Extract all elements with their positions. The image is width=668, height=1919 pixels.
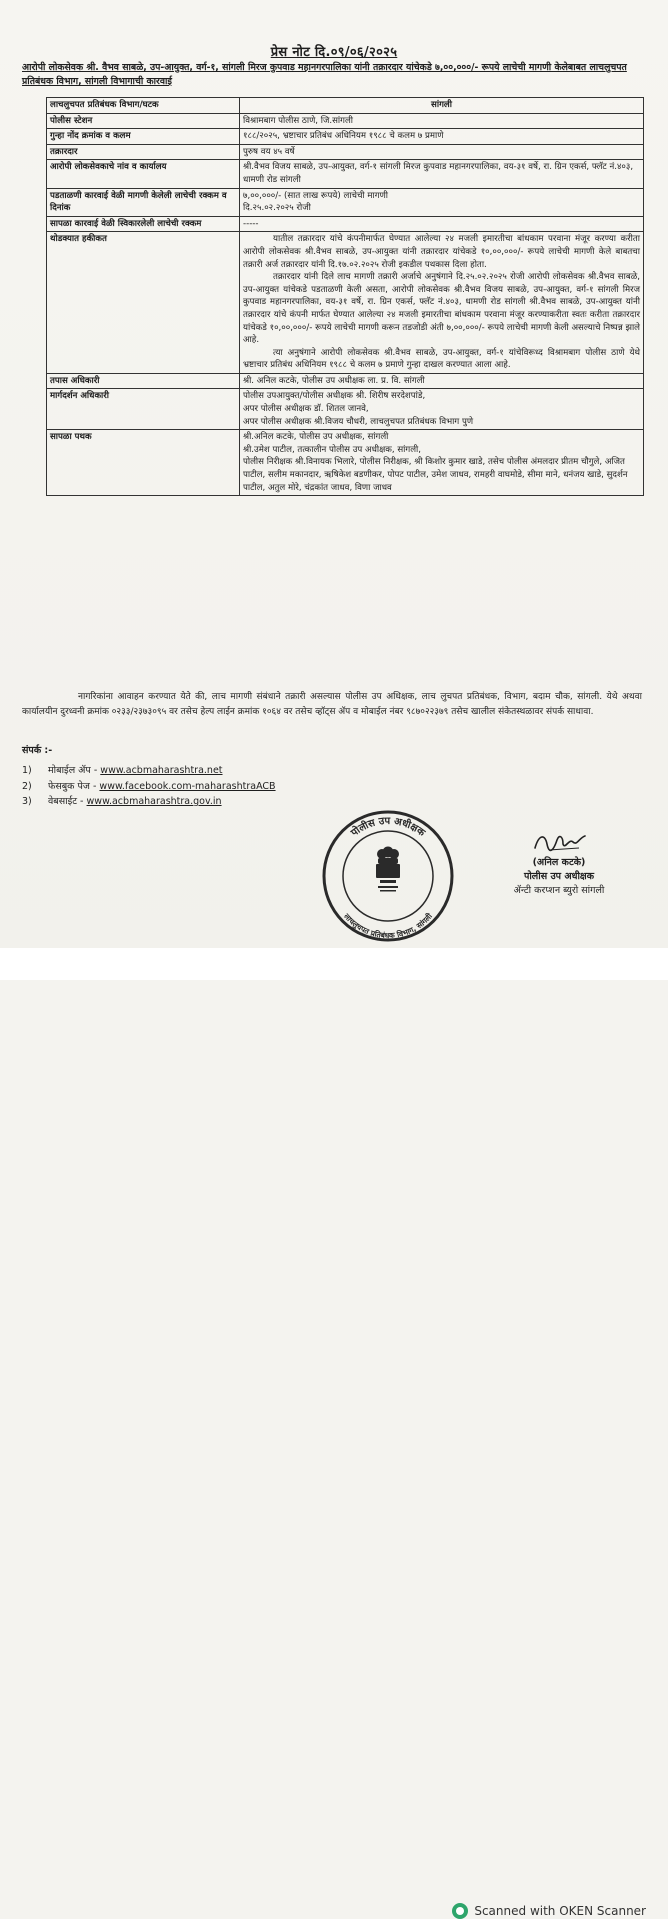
summary-paragraph: यातील तक्रारदार यांचे कंपनीमार्फत घेण्यात आलेल्या २४ मजली इमारतीचा बांधकाम परवाना मंजूर करण्या करीता आरोपी लोकसेवक श्री.वैभव साबळे, उप-आयुक्त यांनी तक्रारदार यांचेकडे १०,००,०००/- रूपये लाचेची मागणी केले बाबतचा तक्रारी अर्ज तक्रारदार यांनी दि.१७.०२.२०२५ रोजी इकडील पथकास दिला होता.: [243, 234, 640, 270]
row-label: गुन्हा नोंद क्रमांक व कलम: [47, 129, 240, 145]
guidance-officer: अपर पोलीस अधीक्षक श्री.विजय चौधरी, लाचलुचपत प्रतिबंधक विभाग पुणे: [243, 416, 474, 427]
public-appeal: नागरिकांना आवाहन करण्यात येते की, लाच मागणी संबंधाने तक्रारी असल्यास पोलीस उप अधिक्षक, लाच लुचपत प्रतिबंधक, विभाग, बदाम चौक, सांगली. येथे अथवा कार्यालयीन दुरध्वनी क्रमांक ०२३३/२३७३०९५ वर तसेच हेल्प लाईन क्रमांक १०६४ वर तसेच व्हॉट्स ॲप व मोबाईल नंबर ९८७०२२३७९ तसेच खालील संकेतस्थळावर संपर्क साधावा.: [22, 692, 642, 717]
scanner-logo-icon: [452, 1903, 468, 1919]
guidance-officer: अपर पोलीस अधीक्षक डॉ. शितल जानवे,: [243, 404, 369, 415]
signatory-designation: पोलीस उप अधीक्षक: [523, 871, 595, 882]
signature-icon: [529, 828, 589, 856]
item-label: मोबाईल ॲप -: [48, 765, 98, 776]
row-value: सांगली: [240, 98, 644, 114]
row-label: आरोपी लोकसेवकाचे नांव व कार्यालय: [47, 160, 240, 188]
table-row: [47, 188, 644, 216]
item-number: 2): [22, 780, 32, 792]
team-member: श्री.उमेश पाटील, तत्कालीन पोलीस उप अधीक्षक, सांगली,: [243, 444, 422, 455]
list-item: [22, 763, 276, 779]
list-item: [22, 794, 276, 810]
item-number: 1): [22, 765, 32, 776]
subject-line: आरोपी लोकसेवक श्री. वैभव साबळे, उप-आयुक्त, वर्ग-१, सांगली मिरज कुपवाड महानगरपालिका यांनी तक्रारदार यांचेकडे ७,००,०००/- रूपये लाचेची मागणी केलेबाबत लाचलुचपत प्रतिबंधक विभाग, सांगली विभागाची कारवाई: [22, 62, 627, 87]
scanner-text: Scanned with OKEN Scanner: [474, 1904, 646, 1918]
row-value: [240, 389, 644, 430]
table-row: [47, 373, 644, 389]
item-number: 3): [22, 796, 32, 807]
row-label: थोडक्यात हकीकत: [47, 232, 240, 374]
row-value: श्री. अनिल कटके, पोलीस उप अधीक्षक ला. प्र. वि. सांगली: [240, 373, 644, 389]
team-member: श्री.अनिल कटके, पोलीस उप अधीक्षक, सांगली: [243, 432, 389, 443]
row-value: पुरुष वय ४५ वर्षे: [240, 144, 644, 160]
team-member: पोलीस निरीक्षक श्री.विनायक भिलारे, पोलीस निरीक्षक, श्री किशोर कुमार खाडे, तसेच पोलीस अंमलदार प्रीतम चौगुले, अजित पाटील, सलीम मकानदार, ऋषिकेश बडणीकर, पोपट पाटील, उमेश जाधव, रामहरी वाघमोडे, सीमा माने, धनंजय खाडे, सुदर्शन पाटील, अतुल मोरे, चंद्रकांत जाधव, विणा जाधव: [243, 457, 628, 493]
table-row: [47, 160, 644, 188]
list-item: [22, 779, 276, 795]
contact-list: [22, 763, 276, 810]
summary-paragraph: तक्रारदार यांनी दिले लाच मागणी तक्रारी अर्जाचे अनुषंगाने दि.२५.०२.२०२५ रोजी आरोपी लोकसेवक श्री.वैभव साबळे, उप-आयुक्त यांचेकडे पडताळणी केली असता, आरोपी लोकसेवक श्री.वैभव विजय साबळे, उप-आयुक्त, वर्ग-१ सांगली मिरज कुपवाड महानगरपालिका, वय-३१ वर्षे, रा. ग्रिन एकर्स, फ्लॅट नं.४०३, धामणी रोड सांगली श्री.वैभव साबळे, उप-आयुक्त यांनी तक्रारदार यांचे कंपनी मार्फत घेण्यात आलेल्या २४ मजली इमारतीचा बांधकाम परवाना मंजूर करण्याकरीता स्वतः करीता तक्रारदार यांचेकडे १०,००,०००/- रूपये लाचेची मागणी करून तडजोडी अंती ७,००,०००/- रूपये लाचेची मागणी केली असल्याचे निष्पन्न झाले आहे.: [243, 272, 640, 346]
facebook-link[interactable]: www.facebook.com-maharashtraACB: [99, 780, 276, 792]
row-label: तपास अधिकारी: [47, 373, 240, 389]
guidance-officer: पोलीस उपआयुक्त/पोलीस अधीक्षक श्री. शिरीष सरदेशपांडे,: [243, 391, 426, 402]
row-value: [240, 188, 644, 216]
row-value: [240, 430, 644, 496]
mobile-app-link[interactable]: www.acbmaharashtra.net: [100, 765, 223, 776]
page-title: प्रेस नोट दि.०९/०६/२०२५: [270, 45, 398, 60]
summary-paragraph: त्या अनुषंगाने आरोपी लोकसेवक श्री.वैभव साबळे, उप-आयुक्त, वर्ग-१ यांचेविरूध्द विश्रामबाग पोलीस ठाणे येथे भ्रष्टाचार प्रतिबंध अधिनियम १९८८ चे कलम ७ प्रमाणे गुन्हा दाखल करण्यात आला आहे.: [243, 347, 640, 371]
item-label: वेबसाईट -: [48, 796, 84, 807]
signatory-name: (अनिल कटके): [532, 857, 586, 868]
table-row: [47, 129, 644, 145]
website-link[interactable]: www.acbmaharashtra.gov.in: [86, 796, 222, 807]
signature-block: [474, 828, 644, 898]
demand-date: दि.२५.०२.२०२५ रोजी: [243, 203, 311, 214]
row-label: पडताळणी कारवाई वेळी मागणी केलेली लाचेची रक्कम व दिनांक: [47, 188, 240, 216]
row-label: सापळा पथक: [47, 430, 240, 496]
office-seal-icon: [318, 806, 458, 946]
table-row: [47, 98, 644, 114]
row-label: लाचलुचपत प्रतिबंधक विभाग/घटक: [47, 98, 240, 114]
seal-bottom-text: लाचलुचपत प्रतिबंधक विभाग, सांगली: [342, 911, 434, 941]
table-row: [47, 430, 644, 496]
row-value: [240, 232, 644, 374]
table-row: [47, 389, 644, 430]
row-label: सापळा कारवाई वेळी स्विकारलेली लाचेची रक्कम: [47, 216, 240, 232]
row-label: पोलीस स्टेशन: [47, 113, 240, 129]
scanner-watermark: [452, 1903, 646, 1919]
row-label: मार्गदर्शन अधिकारी: [47, 389, 240, 430]
contact-heading: संपर्क :-: [22, 745, 53, 756]
table-row: [47, 144, 644, 160]
table-row: [47, 232, 644, 374]
seal-top-text: पोलीस उप अधीक्षक: [349, 815, 427, 839]
row-value: १८८/२०२५, भ्रष्टाचार प्रतिबंध अधिनियम १९८८ चे कलम ७ प्रमाणे: [240, 129, 644, 145]
scanner-footer: [0, 948, 668, 1918]
row-label: तक्रारदार: [47, 144, 240, 160]
svg-text:लाचलुचपत प्रतिबंधक विभाग, सांग: [341, 911, 434, 940]
item-label: फेसबुक पेज -: [48, 780, 97, 792]
table-row: [47, 113, 644, 129]
row-value: विश्रामबाग पोलीस ठाणे, जि.सांगली: [240, 113, 644, 129]
signatory-office: ॲन्टी करप्शन ब्युरो सांगली: [513, 885, 605, 896]
emblem-icon: [376, 847, 400, 892]
row-value: -----: [240, 216, 644, 232]
row-value: श्री.वैभव विजय साबळे, उप-आयुक्त, वर्ग-१ सांगली मिरज कुपवाड महानगरपालिका, वय-३१ वर्षे, रा. ग्रिन एकर्स, फ्लॅट नं.४०३, धामणी रोड सांगली: [240, 160, 644, 188]
demand-amount: ७,००,०००/- (सात लाख रूपये) लाचेची मागणी: [243, 190, 389, 201]
table-row: [47, 216, 644, 232]
case-details-table: [46, 97, 644, 496]
